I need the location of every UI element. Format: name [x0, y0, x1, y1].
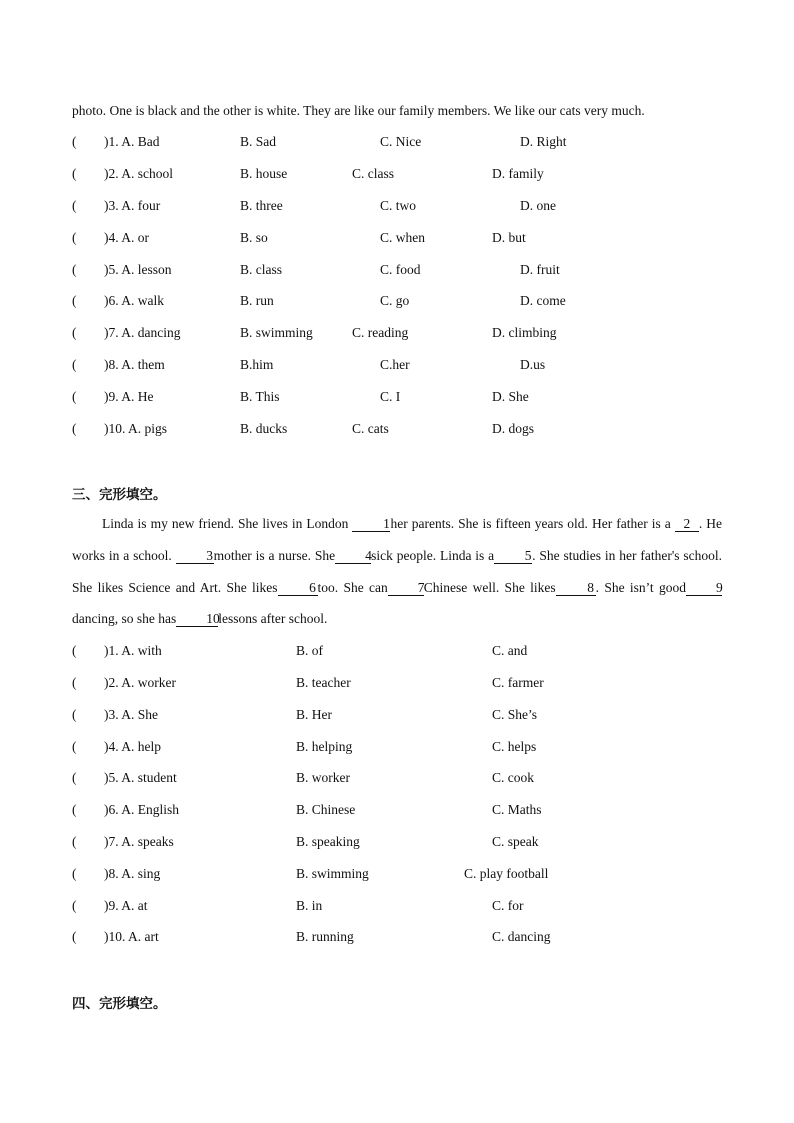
question-number-option-a: )1. A. Bad	[104, 134, 160, 149]
option-c: C. Maths	[492, 802, 542, 817]
option-d: D. one	[520, 198, 556, 213]
question-number-option-a: )4. A. or	[104, 230, 149, 245]
blank-10[interactable]: 10	[176, 611, 218, 627]
question-number-option-a: )6. A. English	[104, 802, 180, 817]
answer-paren[interactable]: (	[72, 134, 77, 149]
option-c: C.her	[380, 357, 410, 372]
option-c: C. cook	[492, 770, 534, 785]
option-d: D. climbing	[492, 325, 557, 340]
option-c: C. two	[380, 198, 417, 213]
option-c: C. and	[492, 643, 528, 658]
answer-paren[interactable]: (	[72, 262, 77, 277]
option-c: C. when	[380, 230, 425, 245]
option-c: C. farmer	[492, 675, 544, 690]
passage-text: too. She can	[317, 579, 388, 595]
option-b: B. run	[240, 293, 274, 308]
blank-1[interactable]: 1	[352, 516, 390, 532]
option-b: B.him	[240, 357, 274, 372]
question-number-option-a: )2. A. worker	[104, 675, 176, 690]
section3-heading: 三、完形填空。	[72, 487, 167, 503]
question-number-option-a: )4. A. help	[104, 739, 161, 754]
option-b: B. house	[240, 166, 288, 181]
answer-paren[interactable]: (	[72, 802, 77, 817]
question-number-option-a: )6. A. walk	[104, 293, 164, 308]
blank-4[interactable]: 4	[335, 548, 371, 564]
blank-9[interactable]: 9	[686, 580, 722, 596]
answer-paren[interactable]: (	[72, 834, 77, 849]
question-number-option-a: )5. A. student	[104, 770, 177, 785]
blank-8[interactable]: 8	[556, 580, 596, 596]
option-b: B. three	[240, 198, 283, 213]
passage-text: . She studies in her father's school. She likes Science and Art. She likes	[72, 547, 722, 595]
answer-paren[interactable]: (	[72, 866, 77, 881]
option-c: C. class	[352, 166, 394, 181]
option-d: D.us	[520, 357, 546, 372]
answer-paren[interactable]: (	[72, 707, 77, 722]
passage-text: her parents. She is fifteen years old. Her father is a	[390, 516, 671, 531]
option-c: C. cats	[352, 421, 389, 436]
passage-text: Chinese well. She likes	[423, 579, 556, 595]
answer-paren[interactable]: (	[72, 898, 77, 913]
option-b: B. class	[240, 262, 282, 277]
option-d: D. Right	[520, 134, 567, 149]
option-b: B. This	[240, 389, 280, 404]
passage-text: . She isn’t good	[595, 579, 686, 595]
option-b: B. Sad	[240, 134, 277, 149]
option-b: B. ducks	[240, 421, 288, 436]
question-number-option-a: )8. A. sing	[104, 866, 161, 881]
option-c: C. speak	[492, 834, 539, 849]
option-d: D. dogs	[492, 421, 535, 436]
section4-heading: 四、完形填空。	[72, 996, 167, 1012]
answer-paren[interactable]: (	[72, 325, 77, 340]
option-d: D. fruit	[520, 262, 560, 277]
option-b: B. swimming	[240, 325, 313, 340]
option-d: D. but	[492, 230, 526, 245]
option-c: C. play football	[464, 866, 549, 881]
answer-paren[interactable]: (	[72, 293, 77, 308]
blank-5[interactable]: 5	[494, 548, 532, 564]
answer-paren[interactable]: (	[72, 198, 77, 213]
option-c: C. go	[380, 293, 410, 308]
section3-passage	[72, 508, 722, 635]
question-number-option-a: )10. A. art	[104, 929, 159, 944]
passage-text: Linda is my new friend. She lives in London	[102, 516, 353, 531]
question-number-option-a: )3. A. four	[104, 198, 161, 213]
question-number-option-a: )2. A. school	[104, 166, 173, 181]
answer-paren[interactable]: (	[72, 675, 77, 690]
option-d: D. family	[492, 166, 544, 181]
option-c: C. Nice	[380, 134, 422, 149]
option-c: C. food	[380, 262, 421, 277]
option-b: B. swimming	[296, 866, 369, 881]
question-number-option-a: )9. A. at	[104, 898, 148, 913]
question-number-option-a: )1. A. with	[104, 643, 162, 658]
passage-text: . He works in a school.	[72, 516, 722, 563]
option-b: B. Her	[296, 707, 332, 722]
answer-paren[interactable]: (	[72, 421, 77, 436]
answer-paren[interactable]: (	[72, 739, 77, 754]
question-number-option-a: )3. A. She	[104, 707, 158, 722]
blank-6[interactable]: 6	[278, 580, 318, 596]
blank-2[interactable]: 2	[675, 516, 699, 532]
option-c: C. I	[380, 389, 401, 404]
passage-text: dancing, so she has	[72, 611, 177, 627]
blank-7[interactable]: 7	[388, 580, 424, 596]
option-c: C. She’s	[492, 707, 538, 722]
option-b: B. worker	[296, 770, 350, 785]
option-b: B. Chinese	[296, 802, 356, 817]
option-b: B. so	[240, 230, 268, 245]
passage-text: lessons after school.	[218, 611, 328, 627]
question-number-option-a: )9. A. He	[104, 389, 154, 404]
option-d: D. come	[520, 293, 566, 308]
answer-paren[interactable]: (	[72, 643, 77, 658]
passage-text: mother is a nurse. She	[213, 547, 336, 563]
answer-paren[interactable]: (	[72, 357, 77, 372]
option-c: C. helps	[492, 739, 537, 754]
option-d: D. She	[492, 389, 529, 404]
question-number-option-a: )5. A. lesson	[104, 262, 172, 277]
answer-paren[interactable]: (	[72, 770, 77, 785]
option-c: C. for	[492, 898, 524, 913]
option-b: B. helping	[296, 739, 353, 754]
option-b: B. teacher	[296, 675, 351, 690]
answer-paren[interactable]: (	[72, 166, 77, 181]
answer-paren[interactable]: (	[72, 389, 77, 404]
question-number-option-a: )7. A. speaks	[104, 834, 174, 849]
blank-3[interactable]: 3	[176, 548, 214, 564]
option-b: B. speaking	[296, 834, 360, 849]
answer-paren[interactable]: (	[72, 929, 77, 944]
answer-paren[interactable]: (	[72, 230, 77, 245]
option-c: C. reading	[352, 325, 409, 340]
question-number-option-a: )8. A. them	[104, 357, 165, 372]
option-c: C. dancing	[492, 929, 551, 944]
question-number-option-a: )7. A. dancing	[104, 325, 181, 340]
question-number-option-a: )10. A. pigs	[104, 421, 168, 436]
intro-line: photo. One is black and the other is white. They are like our family members. We like our cats very much.	[72, 103, 645, 118]
option-b: B. running	[296, 929, 354, 944]
passage-text: sick people. Linda is a	[371, 547, 495, 563]
option-b: B. of	[296, 643, 323, 658]
option-b: B. in	[296, 898, 323, 913]
